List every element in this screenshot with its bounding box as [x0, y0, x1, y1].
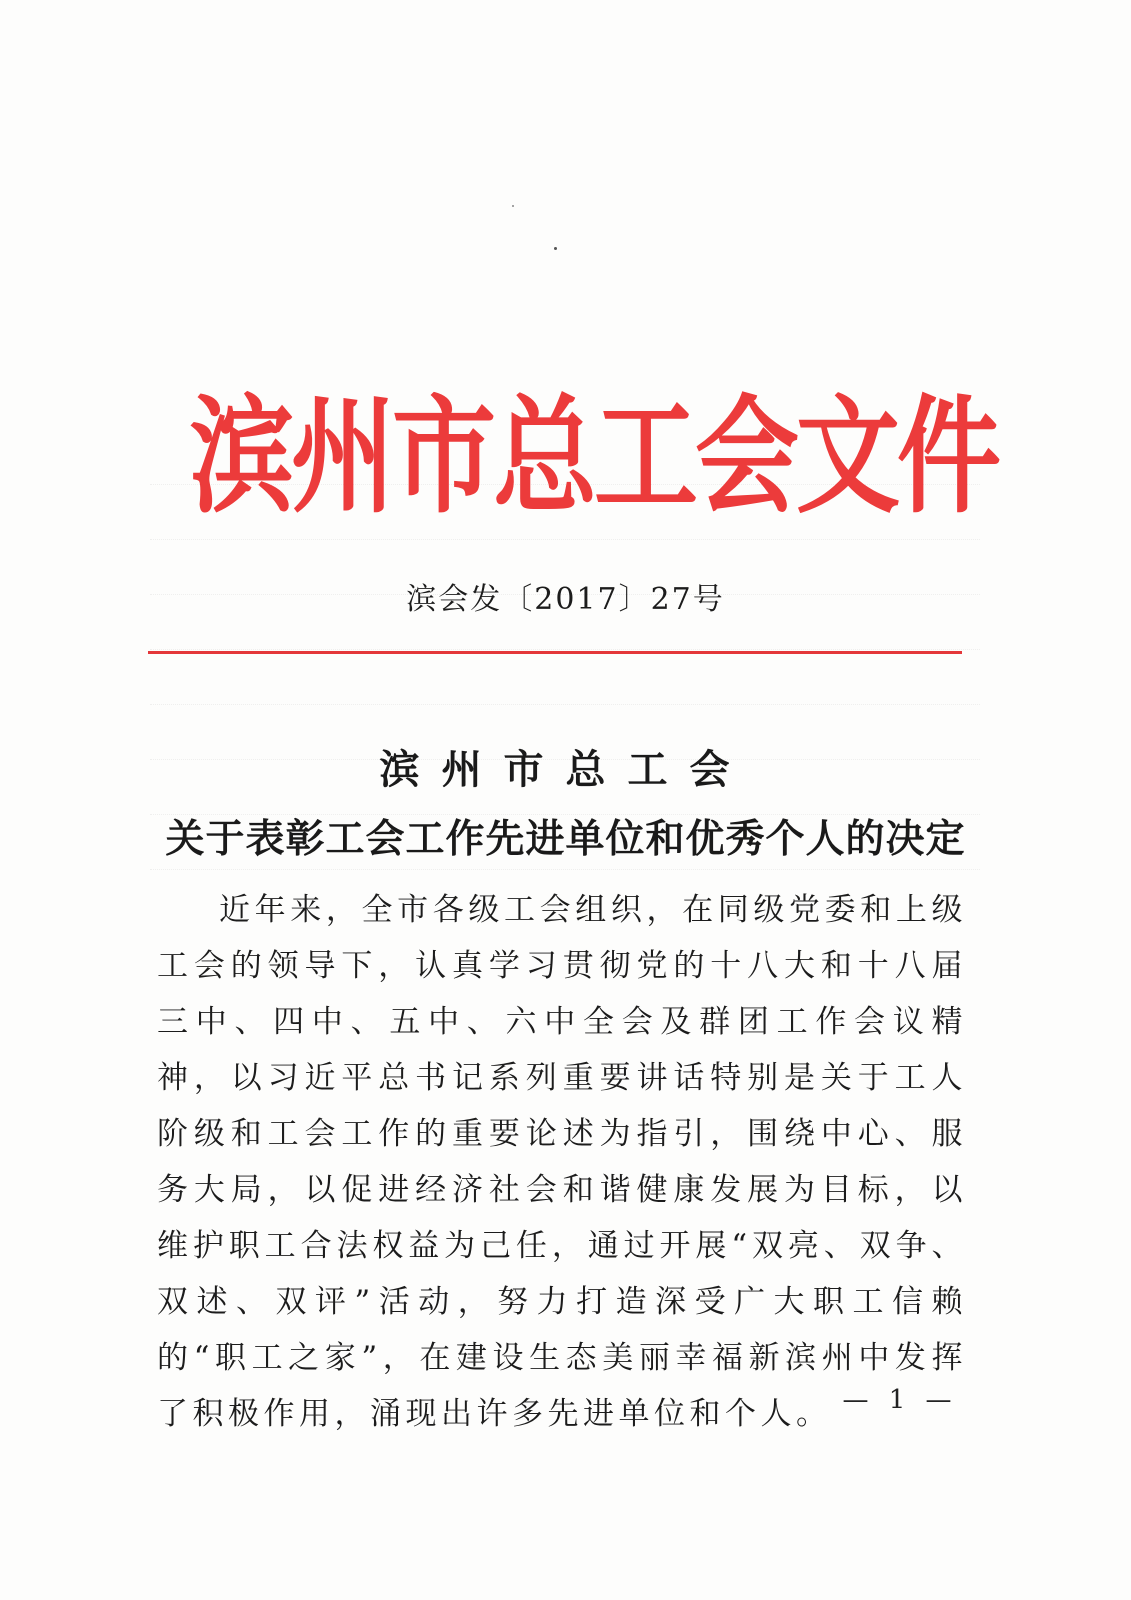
document-masthead: 滨州市总工会文件: [190, 382, 999, 531]
bleed-through-line: [150, 635, 980, 650]
decision-title: 关于表彰工会工作先进单位和优秀个人的决定: [165, 817, 966, 862]
body-paragraph: 近年来，全市各级工会组织，在同级党委和上级工会的领导下，认真学习贯彻党的十八大和十八届三中、四中、五中、六中全会及群团工作会议精神，以习近平总书记系列重要讲话特别是关于工人阶级和工会工作的重要论述为指引，围绕中心、服务大局，以促进经济社会和谐健康发展为目标，以维护职工合法权益为己任，通过开展“双亮、双争、双述、双评”活动，努力打造深受广大职工信赖的“职工之家”，在建设生态美丽幸福新滨州中发挥了积极作用，涌现出许多先进单位和个人。: [157, 892, 967, 1432]
red-divider-line: [148, 651, 962, 654]
page-number: — 1 —: [842, 1385, 958, 1415]
document-number: 滨会发〔2017〕27号: [406, 582, 725, 617]
paper-speck: [554, 247, 557, 250]
bleed-through-line: [150, 690, 980, 705]
issuer-heading: 滨州市总工会: [379, 747, 752, 793]
paper-speck: [512, 205, 514, 207]
